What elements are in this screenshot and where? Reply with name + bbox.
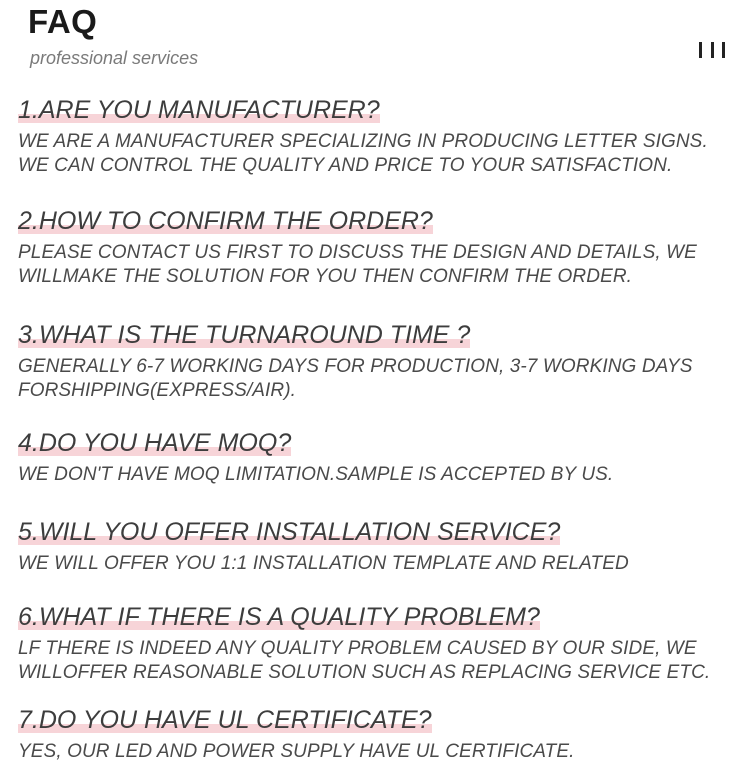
faq-item-2 [18,206,738,289]
faq-item-3 [18,320,738,403]
menu-bar [722,42,725,58]
faq-question: 7.DO YOU HAVE UL CERTIFICATE? [18,706,432,734]
menu-bar [699,42,702,58]
faq-item-1 [18,95,738,178]
faq-answer [18,740,738,764]
faq-answer [18,241,738,289]
faq-answer-line: WE ARE A MANUFACTURER SPECIALIZING IN PRODUCING LETTER SIGNS. [18,131,708,152]
faq-item-7 [18,705,738,764]
faq-answer-line: WE CAN CONTROL THE QUALITY AND PRICE TO YOUR SATISFACTION. [18,155,673,176]
faq-answer-line: PLEASE CONTACT US FIRST TO DISCUSS THE DESIGN AND DETAILS, WE [18,242,697,263]
faq-item-4 [18,428,738,487]
page-title: FAQ [28,3,98,40]
faq-item-6 [18,602,738,685]
faq-answer [18,463,738,487]
menu-bars-icon[interactable] [699,42,725,58]
faq-answer [18,637,738,685]
faq-answer-line: GENERALLY 6-7 WORKING DAYS FOR PRODUCTION, 3-7 WORKING DAYS [18,356,693,377]
faq-answer-line: LF THERE IS INDEED ANY QUALITY PROBLEM CAUSED BY OUR SIDE, WE [18,638,697,659]
faq-question: 6.WHAT IF THERE IS A QUALITY PROBLEM? [18,603,540,631]
faq-question: 1.ARE YOU MANUFACTURER? [18,96,380,124]
faq-question: 3.WHAT IS THE TURNAROUND TIME ? [18,321,471,349]
faq-question: 2.HOW TO CONFIRM THE ORDER? [18,207,433,235]
faq-question: 5.WILL YOU OFFER INSTALLATION SERVICE? [18,518,561,546]
faq-item-5 [18,517,738,576]
page-subtitle: professional services [30,48,199,68]
faq-answer-line: WE WILL OFFER YOU 1:1 INSTALLATION TEMPLATE AND RELATED [18,553,629,574]
menu-bar [711,42,714,58]
faq-answer-line: FORSHIPPING(EXPRESS/AIR). [18,380,297,401]
faq-answer-line: WILLMAKE THE SOLUTION FOR YOU THEN CONFIRM THE ORDER. [18,266,633,287]
faq-answer [18,130,738,178]
faq-question: 4.DO YOU HAVE MOQ? [18,429,292,457]
faq-answer-line: YES, OUR LED AND POWER SUPPLY HAVE UL CERTIFICATE. [18,741,575,762]
faq-answer-line: WE DON'T HAVE MOQ LIMITATION.SAMPLE IS ACCEPTED BY US. [18,464,614,485]
faq-answer [18,355,738,403]
page-header [0,0,750,90]
faq-answer-line: WILLOFFER REASONABLE SOLUTION SUCH AS REPLACING SERVICE ETC. [18,662,711,683]
faq-answer [18,552,738,576]
